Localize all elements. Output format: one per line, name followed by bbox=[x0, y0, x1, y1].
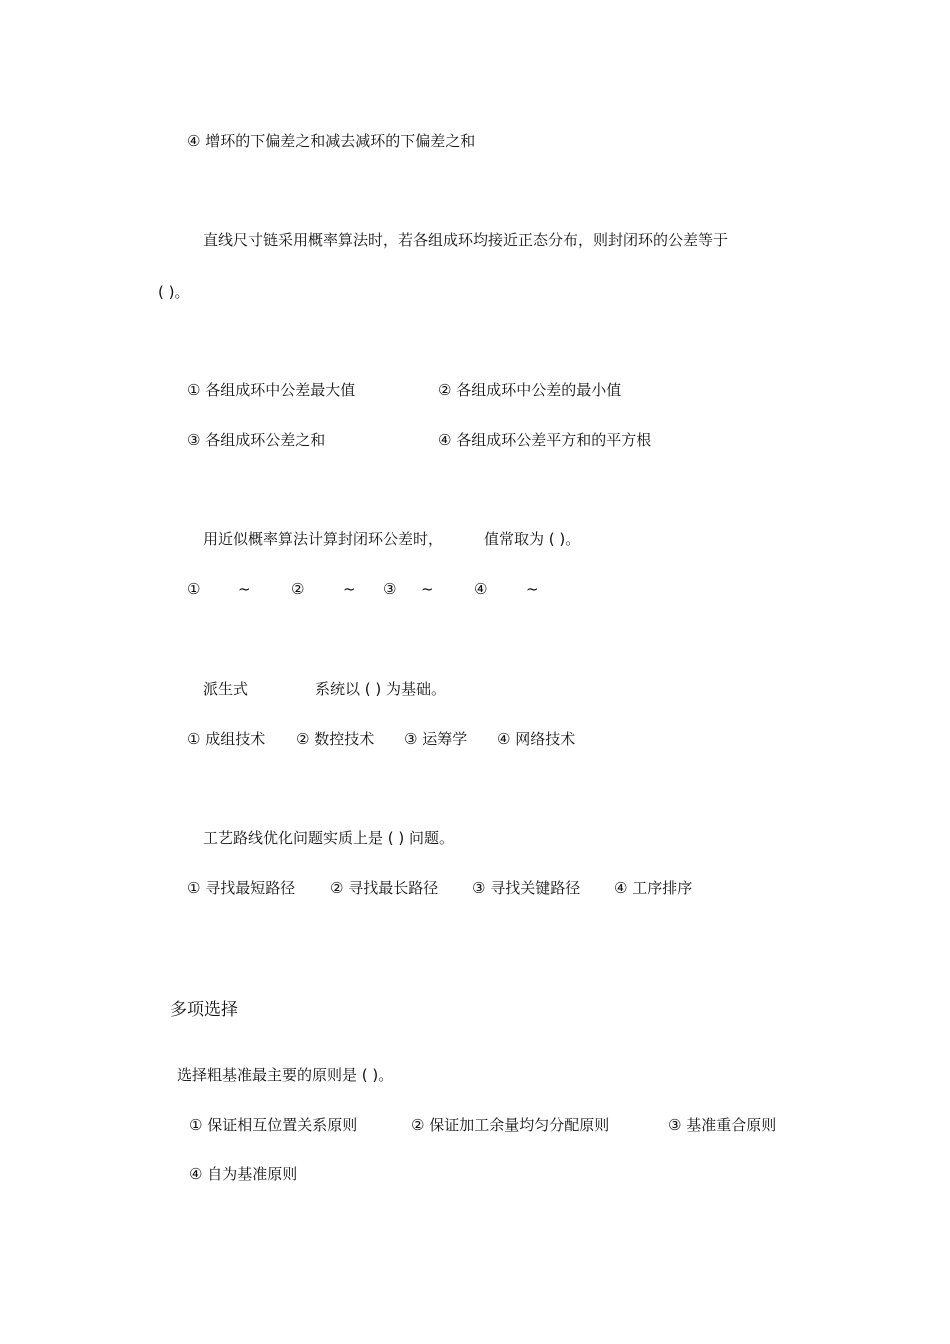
q3-option-3: ③ 运筹学 bbox=[404, 730, 468, 748]
q4-stem: 工艺路线优化问题实质上是 ( ) 问题。 bbox=[203, 829, 455, 847]
q1-option-1: ① 各组成环中公差最大值 bbox=[187, 381, 356, 399]
q3-stem-part-a: 派生式 bbox=[203, 680, 249, 698]
q3-stem-part-b: 系统以 ( ) 为基础。 bbox=[315, 680, 447, 698]
q2-stem-part-a: 用近似概率算法计算封闭环公差时， bbox=[203, 530, 444, 548]
q4-option-3: ③ 寻找关键路径 bbox=[472, 879, 581, 897]
section-title-multiple-choice: 多项选择 bbox=[170, 1000, 238, 1020]
q2-option-1-marker: ① bbox=[187, 580, 201, 598]
q2-option-1-tilde: ~ bbox=[238, 580, 251, 598]
q2-option-2-tilde: ~ bbox=[343, 580, 356, 598]
q1-option-3: ③ 各组成环公差之和 bbox=[187, 431, 326, 449]
q1-stem-line-1: 直线尺寸链采用概率算法时，若各组成环均接近正态分布，则封闭环的公差等于 bbox=[203, 231, 729, 249]
m1-option-1: ① 保证相互位置关系原则 bbox=[189, 1116, 358, 1134]
q2-option-4-tilde: ~ bbox=[526, 580, 539, 598]
q2-stem-part-b: 值常取为 ( )。 bbox=[484, 530, 581, 548]
q1-stem-line-2: ( )。 bbox=[158, 283, 190, 301]
m1-stem: 选择粗基准最主要的原则是 ( )。 bbox=[177, 1066, 394, 1084]
m1-option-4: ④ 自为基准原则 bbox=[189, 1165, 298, 1183]
q4-option-1: ① 寻找最短路径 bbox=[187, 879, 296, 897]
q4-option-2: ② 寻找最长路径 bbox=[330, 879, 439, 897]
q1-option-2: ② 各组成环中公差的最小值 bbox=[438, 381, 622, 399]
m1-option-2: ② 保证加工余量均匀分配原则 bbox=[411, 1116, 610, 1134]
q1-option-4: ④ 各组成环公差平方和的平方根 bbox=[438, 431, 652, 449]
q2-option-3-tilde: ~ bbox=[421, 580, 434, 598]
prev-question-option-4: ④ 增环的下偏差之和减去减环的下偏差之和 bbox=[187, 132, 476, 150]
q2-option-2-marker: ② bbox=[291, 580, 305, 598]
q2-option-3-marker: ③ bbox=[383, 580, 397, 598]
q4-option-4: ④ 工序排序 bbox=[614, 879, 693, 897]
q2-option-4-marker: ④ bbox=[474, 580, 488, 598]
q3-option-1: ① 成组技术 bbox=[187, 730, 266, 748]
q3-option-2: ② 数控技术 bbox=[296, 730, 375, 748]
m1-option-3: ③ 基准重合原则 bbox=[668, 1116, 777, 1134]
q3-option-4: ④ 网络技术 bbox=[497, 730, 576, 748]
